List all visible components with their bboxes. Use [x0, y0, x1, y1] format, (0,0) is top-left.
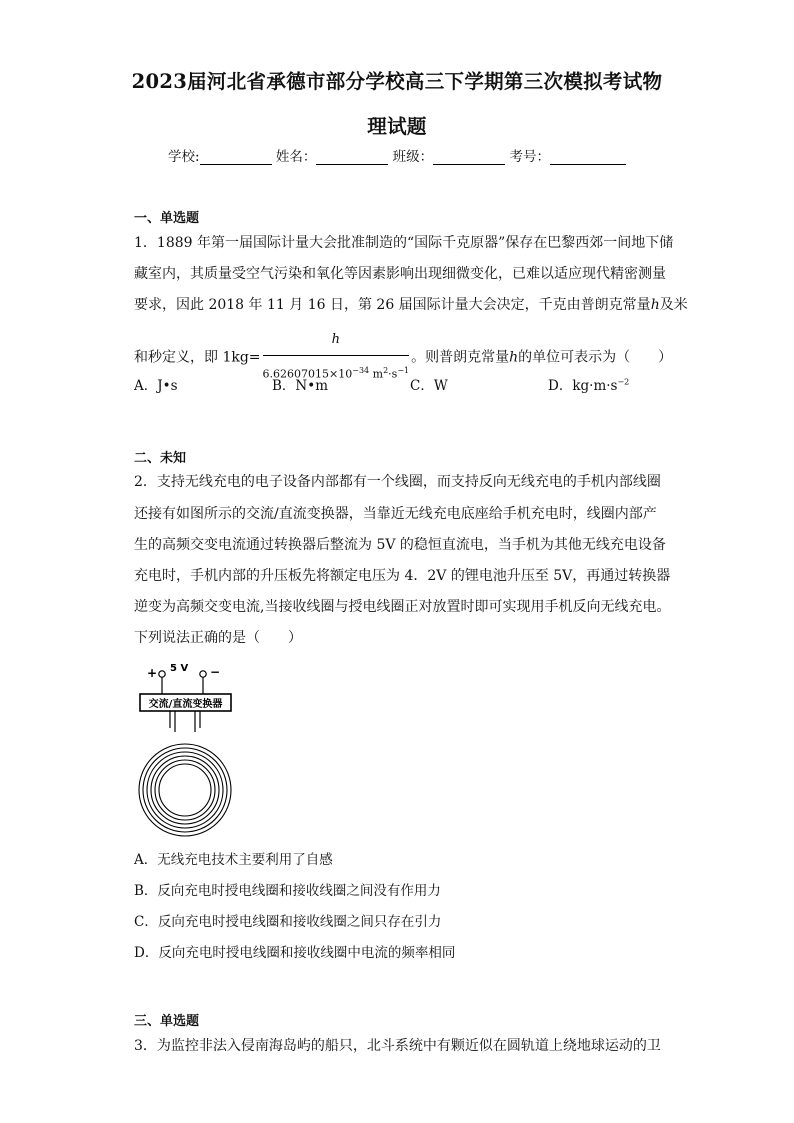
name-label: 姓名：	[275, 149, 317, 165]
q2-line: 充电时，手机内部的升压板先将额定电压为 4．2V 的锂电池升压至 5V，再通过转换器	[134, 568, 671, 584]
q2-option-b[interactable]: B．反向充电时授电线圈和接收线圈之间没有作用力	[134, 883, 441, 899]
plus-sign: +	[147, 666, 158, 680]
student-info-line	[0, 145, 794, 165]
positive-terminal	[159, 671, 165, 677]
class-field[interactable]	[433, 150, 505, 165]
q2-line: 下列说法正确的是（ ）	[134, 630, 302, 646]
q2-option-d[interactable]: D．反向充电时授电线圈和接收线圈中电流的频率相同	[134, 945, 456, 961]
id-field[interactable]	[550, 150, 626, 165]
negative-terminal	[200, 671, 206, 677]
section-heading: 二、未知	[134, 451, 187, 466]
section-heading: 三、单选题	[134, 1014, 200, 1029]
converter-label: 交流/直流变换器	[148, 699, 223, 710]
coil-converter-figure	[135, 660, 245, 840]
section-heading: 一、单选题	[134, 211, 200, 226]
q1-line: 1．1889 年第一届国际计量大会批准制造的“国际千克原器”保存在巴黎西郊一间地下储	[134, 235, 674, 251]
q1-option-c[interactable]: C．W	[410, 378, 448, 394]
minus-sign: −	[210, 665, 221, 679]
q1-line: 藏室内，其质量受空气污染和氧化等因素影响出现细微变化，已难以适应现代精密测量	[134, 266, 666, 282]
q2-option-a[interactable]: A．无线充电技术主要利用了自感	[134, 852, 333, 868]
q3-line: 3．为监控非法入侵南海岛屿的船只，北斗系统中有颗近似在圆轨道上绕地球运动的卫	[134, 1038, 661, 1054]
q1-option-b[interactable]: B．N•m	[272, 378, 328, 394]
name-field[interactable]	[316, 150, 388, 165]
class-label: 班级：	[392, 149, 434, 165]
id-label: 考号：	[509, 149, 550, 165]
q1-formula-line: 和秒定义，即 1kg= $\frac{h}{6.62607015\times 10^{-34} m^2\cdot s^{-1}}$ 。则普朗克常量h的单位可表示为（ ）	[134, 326, 672, 389]
q2-line: 生的高频交变电流通过转换器后整流为 5V 的稳恒直流电，当手机为其他无线充电设备	[134, 537, 666, 553]
q2-line: 逆变为高频交变电流,当接收线圈与授电线圈正对放置时即可实现用手机反向无线充电。	[134, 599, 671, 615]
q2-option-c[interactable]: C．反向充电时授电线圈和接收线圈之间只存在引力	[134, 914, 442, 930]
q1-option-d[interactable]: D．$kg\cdot m\cdot s^{-2}$	[548, 377, 630, 394]
exam-title-line1: 2023届河北省承德市部分学校高三下学期第三次模拟考试物	[131, 70, 663, 93]
q2-line: 2．支持无线充电的电子设备内部都有一个线圈，而支持反向无线充电的手机内部线圈	[134, 474, 661, 490]
q1-fraction: $\frac{h}{6.62607015\times 10^{-34} m^2\cdot s^{-1}}$	[263, 326, 410, 389]
school-label: 学校:	[168, 149, 200, 165]
voltage-label: 5 V	[170, 663, 189, 674]
exam-title-line2: 理试题	[367, 115, 427, 138]
q1-line: 要求，因此 2018 年 11 月 16 日，第 26 届国际计量大会决定，千克由普朗克常量h及米	[134, 297, 688, 313]
q1-option-a[interactable]: A．J•s	[134, 378, 178, 394]
school-field[interactable]	[200, 150, 272, 165]
q2-line: 还接有如图所示的交流/直流变换器，当靠近无线充电底座给手机充电时，线圈内部产	[134, 506, 657, 522]
coil-windings	[139, 744, 231, 836]
